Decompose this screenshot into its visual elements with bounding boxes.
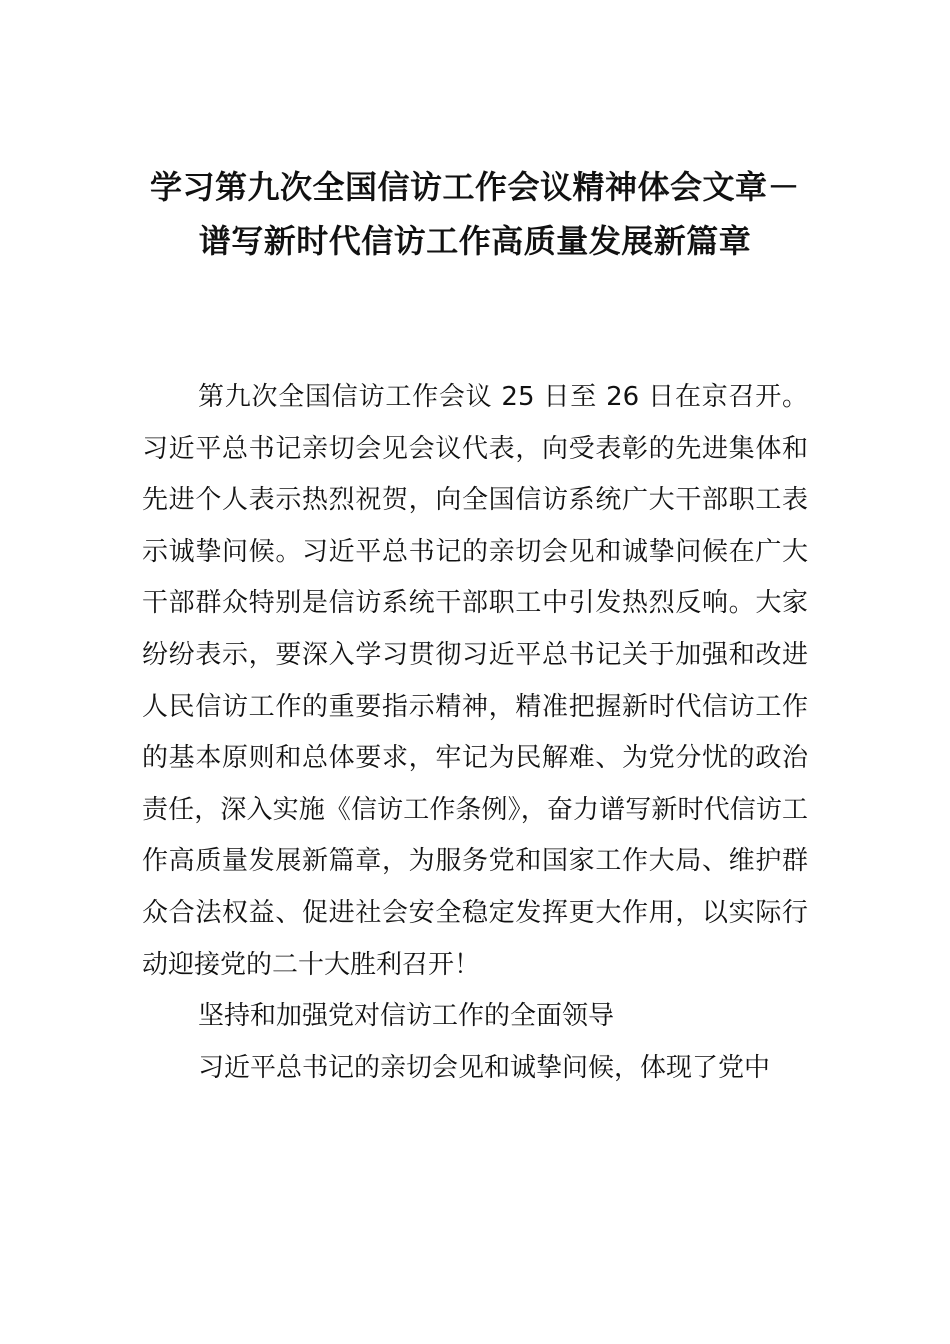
body-paragraph: 第九次全国信访工作会议 25 日至 26 日在京召开。习近平总书记亲切会见会议代表，向受表彰的先进集体和先进个人表示热烈祝贺，向全国信访系统广大干部职工表示诚挚问候。习近平总书记的亲切会见和诚挚问候在广大干部群众特别是信访系统干部职工中引发热烈反响。大家纷纷表示，要深入学习贯彻习近平总书记关于加强和改进人民信访工作的重要指示精神，精准把握新时代信访工作的基本原则和总体要求，牢记为民解难、为党分忧的政治责任，深入实施《信访工作条例》，奋力谱写新时代信访工作高质量发展新篇章，为服务党和国家工作大局、维护群众合法权益、促进社会安全稳定发挥更大作用，以实际行动迎接党的二十大胜利召开！ [142,382,808,980]
document-title: 学习第九次全国信访工作会议精神体会文章－谱写新时代信访工作高质量发展新篇章 [149,168,800,260]
document-body [142,372,808,1094]
section-heading: 坚持和加强党对信访工作的全面领导 [198,1001,615,1032]
body-paragraph-continued: 习近平总书记的亲切会见和诚挚问候，体现了党中 [198,1052,771,1083]
